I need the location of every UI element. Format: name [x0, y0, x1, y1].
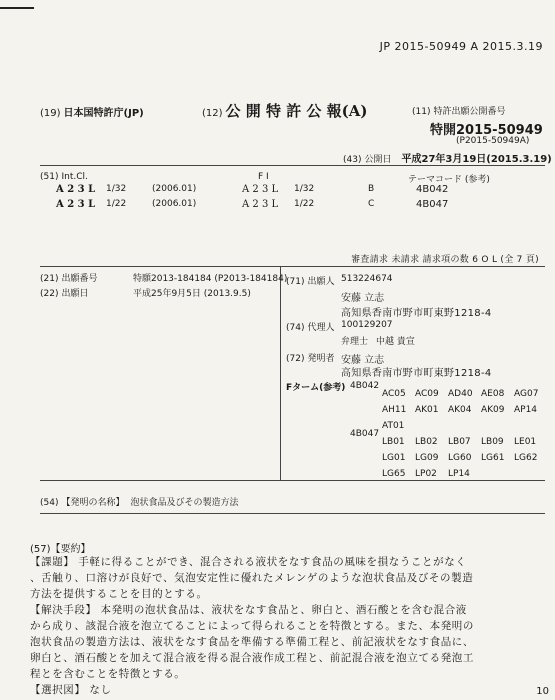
publication-number-alt: (P2015-50949A) [456, 136, 530, 146]
ipc-row [56, 184, 536, 198]
abstract-line: 泡状食品の製造方法は、液状をなす食品を準備する準備工程と、前記液状をなす食品に、 [30, 636, 474, 648]
publication-number-label: 特許出願公開番号 [433, 107, 506, 117]
ipc-class: A 2 3 L [56, 199, 96, 210]
fterm-code: AK01 [415, 405, 439, 415]
applicant-address: 高知県香南市野市町東野1218-4 [341, 308, 492, 319]
fterm-code: AG07 [514, 389, 539, 399]
fterm-code: LP14 [448, 469, 470, 479]
fterm-code: AC09 [415, 389, 439, 399]
publication-number: 特開2015-50949 [430, 123, 543, 138]
inventor-label: 発明者 [307, 354, 335, 364]
publication-date: 平成27年3月19日(2015.3.19) [401, 154, 552, 165]
ipc-subclass: 1/32 [106, 184, 127, 194]
application-number-field: (21) 出願番号 特願2013-184184 (P2013-184184) [40, 271, 98, 284]
fterm-code: LG01 [382, 453, 406, 463]
invention-title-field: (54) 【発明の名称】 泡状食品及びその製造方法 [40, 498, 239, 508]
application-number: 特願2013-184184 (P2013-184184) [133, 274, 288, 284]
page-number: 10 [536, 686, 549, 697]
fterm-code: AK04 [448, 405, 472, 415]
fi-label: F I [258, 172, 269, 182]
applicant-id: 513224674 [341, 274, 393, 284]
agent-name-field [341, 334, 415, 347]
application-date-label: 出願日 [61, 289, 89, 299]
fterm-code: AT01 [382, 421, 405, 431]
office-field: (19) 日本国特許庁(JP) [40, 108, 144, 119]
abstract-line: から成り、該混合液を泡立てることによって得られることを特徴とする。また、本発明の [30, 620, 474, 632]
theme-code: 4B042 [416, 184, 449, 195]
fterm-code: AE08 [481, 389, 505, 399]
abstract-line: 【解決手段】 本発明の泡状食品は、液状をなす食品と、卵白と、酒石酸とを含む混合液 [30, 604, 467, 616]
ipc-class: A 2 3 L [56, 184, 96, 195]
agent-id: 100129207 [341, 320, 393, 330]
fterm-code: AH11 [382, 405, 407, 415]
fterm-code: AC05 [382, 389, 406, 399]
ipc-label-field: (51) Int.Cl. [40, 172, 88, 182]
fi-letter: B [368, 184, 375, 194]
fterm-code: AK09 [481, 405, 505, 415]
fterm-label: Fターム(参考) [286, 383, 346, 393]
fterm-code: LG09 [415, 453, 439, 463]
fterm-theme: 4B047 [350, 429, 380, 439]
fterm-group [350, 429, 550, 479]
publication-date-label: 公開日 [364, 155, 392, 165]
fterm-code: LB09 [481, 437, 504, 447]
document-running-header: JP 2015-50949 A 2015.3.19 [379, 40, 543, 53]
publication-date-field: (43) 公開日 平成27年3月19日(2015.3.19) [343, 154, 552, 165]
fi-subclass: 1/32 [294, 184, 315, 194]
abstract-line: 【課題】 手軽に得ることができ、混合される液状をなす食品の風味を損なうことがなく [30, 556, 467, 568]
fterm-code: LB01 [382, 437, 405, 447]
abstract-line: 程とを含むことを特徴とする。 [30, 668, 186, 680]
applicant-name: 安藤 立志 [341, 293, 385, 304]
theme-code-label: テーマコード (参考) [408, 175, 490, 185]
fterm-code: LG60 [448, 453, 472, 463]
agent-label: 代理人 [307, 323, 335, 333]
abstract-heading: (57)【要約】 [30, 544, 91, 555]
inventor-field: (72) 発明者 [286, 354, 335, 364]
abstract-line: 、舌触り、口溶けが良好で、気泡安定性に優れたメレンゲのような泡状食品及びその製造 [30, 572, 474, 584]
fterm-codes-line [382, 461, 481, 480]
fterm-code: LB02 [415, 437, 438, 447]
abstract-line: 方法を提供することを目的とする。 [30, 588, 208, 600]
fi-letter: C [368, 199, 375, 209]
invention-title-label: 【発明の名称】 [61, 498, 125, 508]
theme-code: 4B047 [416, 199, 449, 210]
application-number-label: 出願番号 [61, 274, 98, 284]
fterm-code: LP02 [415, 469, 437, 479]
fterm-theme: 4B042 [350, 381, 380, 391]
inventor-name: 安藤 立志 [341, 355, 385, 366]
bibliographic-bottom-border [40, 480, 545, 481]
ipc-version: (2006.01) [152, 184, 197, 194]
fi-subclass: 1/22 [294, 199, 315, 209]
publication-number-label-field: (11) 特許出願公開番号 [412, 107, 506, 117]
fterm-code: AD40 [448, 389, 473, 399]
ipc-label: Int.Cl. [61, 172, 88, 182]
fi-class: A 2 3 L [242, 199, 279, 210]
agent-title: 弁理士 [341, 337, 369, 347]
bibliographic-column-divider [280, 266, 281, 480]
agent-field: (74) 代理人 [286, 323, 335, 333]
abstract-line: 【選択図】 なし [30, 684, 112, 696]
fterm-code: LG61 [481, 453, 505, 463]
fterm-code: AP14 [514, 405, 538, 415]
title-divider [40, 513, 545, 514]
page-corner-mark [0, 7, 34, 9]
fi-class: A 2 3 L [242, 184, 279, 195]
fterm-code: LE01 [514, 437, 537, 447]
ipc-row [56, 199, 536, 213]
application-date: 平成25年9月5日 (2013.9.5) [133, 289, 251, 299]
applicant-label: 出願人 [307, 277, 335, 287]
header-divider [40, 165, 545, 166]
document-kind-field: (12) 公 開 特 許 公 報(A) [202, 102, 368, 120]
examination-status: 審査請求 未請求 請求項の数 6 O L (全 7 頁) [351, 255, 539, 265]
application-date-field: (22) 出願日 平成25年9月5日 (2013.9.5) [40, 286, 89, 299]
ipc-subclass: 1/22 [106, 199, 127, 209]
issuing-office: 日本国特許庁(JP) [63, 108, 144, 119]
inventor-address: 高知県香南市野市町東野1218-4 [341, 368, 492, 379]
document-kind: 公 開 特 許 公 報(A) [225, 102, 368, 120]
abstract-line: 卵白と、酒石酸とを加えて混合液を得る混合液作成工程と、前記混合液を泡立てる発泡工 [30, 652, 474, 664]
fterm-code: LG62 [514, 453, 538, 463]
applicant-field: (71) 出願人 [286, 277, 335, 287]
bibliographic-top-border [40, 266, 545, 267]
ipc-version: (2006.01) [152, 199, 197, 209]
agent-name: 中越 貴宣 [376, 337, 415, 347]
fterm-code: LG65 [382, 469, 406, 479]
fterm-code: LB07 [448, 437, 471, 447]
invention-title: 泡状食品及びその製造方法 [130, 498, 239, 508]
